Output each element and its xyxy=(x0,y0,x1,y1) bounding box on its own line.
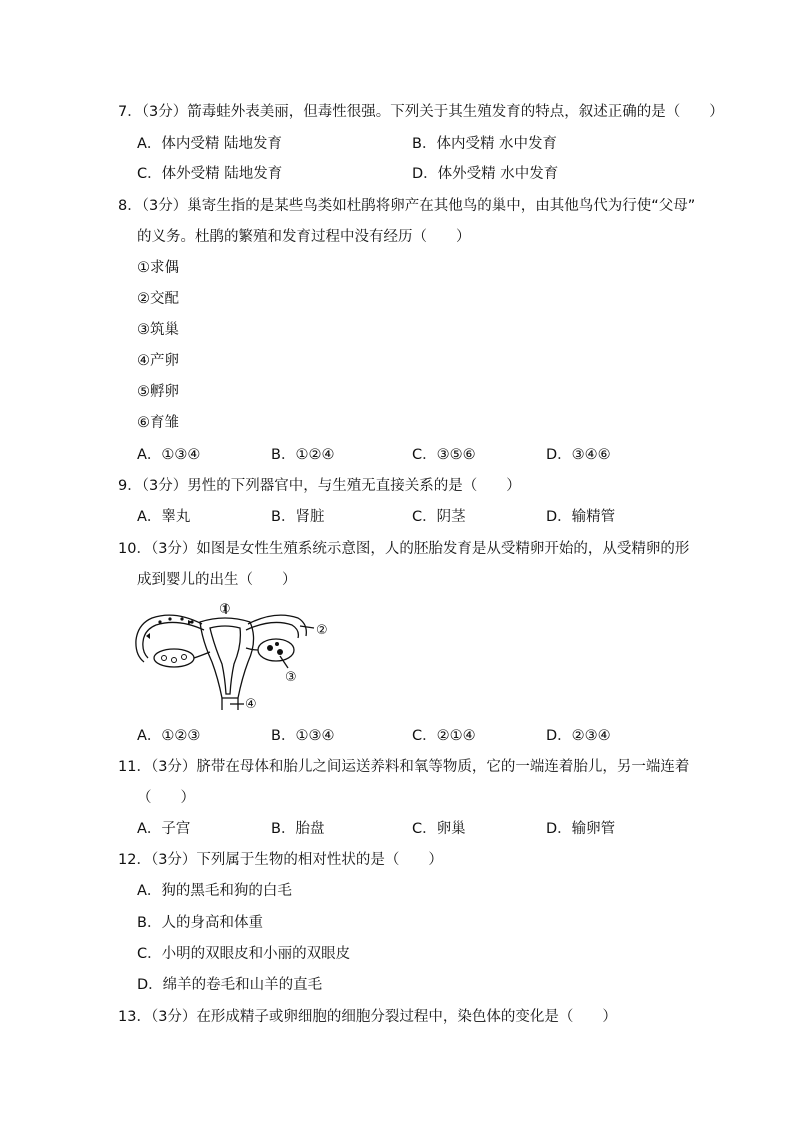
question-7-option-d[interactable]: D．体外受精 水中发育 xyxy=(412,166,559,182)
question-11-option-c[interactable]: C．卵巢 xyxy=(412,821,466,837)
ovary-follicle xyxy=(162,656,167,661)
question-12-option-c[interactable]: C．小明的双眼皮和小丽的双眼皮 xyxy=(137,946,351,962)
reproductive-diagram-svg xyxy=(130,600,345,718)
question-8-item-1: ①求偶 xyxy=(137,260,179,276)
uterus-inner xyxy=(210,626,240,694)
question-7-option-a[interactable]: A．体内受精 陆地发育 xyxy=(137,136,283,152)
question-7-option-c[interactable]: C．体外受精 陆地发育 xyxy=(137,166,283,182)
question-8-stem-continued: 的义务。杜鹃的繁殖和发育过程中没有经历（ ） xyxy=(137,229,471,245)
figure-label-4: ④ xyxy=(245,697,257,712)
tube-arrow-icon xyxy=(146,633,150,639)
question-12-stem: 12．（3分）下列属于生物的相对性状的是（ ） xyxy=(118,852,443,868)
question-11-option-b[interactable]: B．胎盘 xyxy=(271,821,325,837)
question-8-option-c[interactable]: C．③⑤⑥ xyxy=(412,447,476,463)
question-7-stem: 7．（3分）箭毒蛙外表美丽，但毒性很强。下列关于其生殖发育的特点，叙述正确的是（ ） xyxy=(118,104,724,120)
question-8-option-a[interactable]: A．①③④ xyxy=(137,447,201,463)
question-8-item-4: ④产卵 xyxy=(137,353,179,369)
ovary-follicle xyxy=(267,645,273,651)
tube-cell xyxy=(158,620,161,623)
question-10-option-d[interactable]: D．②③④ xyxy=(546,728,611,744)
question-10-stem-continued: 成到婴儿的出生（ ） xyxy=(137,572,297,588)
question-8-item-2: ②交配 xyxy=(137,291,179,307)
question-11-stem: 11．（3分）脐带在母体和胎儿之间运送养料和氧等物质，它的一端连着胎儿，另一端连着 xyxy=(118,759,690,775)
question-8-item-6: ⑥育雏 xyxy=(137,415,179,431)
question-9-stem: 9．（3分）男性的下列器官中，与生殖无直接关系的是（ ） xyxy=(118,478,521,494)
question-11-stem-continued: （ ） xyxy=(137,790,195,806)
question-9-option-d[interactable]: D．输精管 xyxy=(546,509,616,525)
uterus-outline xyxy=(200,618,254,698)
female-reproductive-system-diagram xyxy=(130,600,345,718)
ovary-follicle xyxy=(182,655,187,660)
question-12-option-b[interactable]: B．人的身高和体重 xyxy=(137,915,263,931)
question-11-option-a[interactable]: A．子宫 xyxy=(137,821,191,837)
question-9-option-a[interactable]: A．睾丸 xyxy=(137,509,191,525)
question-7-option-b[interactable]: B．体内受精 水中发育 xyxy=(412,136,558,152)
left-fallopian-tube-inner xyxy=(143,622,204,658)
question-9-option-c[interactable]: C．阴茎 xyxy=(412,509,466,525)
question-10-option-c[interactable]: C．②①④ xyxy=(412,728,476,744)
question-10-option-b[interactable]: B．①③④ xyxy=(271,728,335,744)
ovary-follicle xyxy=(275,642,279,646)
question-12-option-d[interactable]: D．绵羊的卷毛和山羊的直毛 xyxy=(137,977,323,993)
question-12-option-a[interactable]: A．狗的黑毛和狗的白毛 xyxy=(137,883,292,899)
question-9-option-b[interactable]: B．肾脏 xyxy=(271,509,325,525)
tube-cell xyxy=(180,617,183,620)
question-8-item-5: ⑤孵卵 xyxy=(137,384,179,400)
question-11-option-d[interactable]: D．输卵管 xyxy=(546,821,616,837)
figure-label-2: ② xyxy=(316,623,328,638)
ovary-follicle xyxy=(172,658,177,663)
left-ligament xyxy=(194,652,210,658)
question-13-stem: 13．（3分）在形成精子或卵细胞的细胞分裂过程中，染色体的变化是（ ） xyxy=(118,1009,617,1025)
ovary-follicle xyxy=(277,649,283,655)
question-10-stem: 10．（3分）如图是女性生殖系统示意图，人的胚胎发育是从受精卵开始的，从受精卵的形 xyxy=(118,541,690,557)
question-8-item-3: ③筑巢 xyxy=(137,322,179,338)
leader-line-2 xyxy=(300,626,314,628)
leader-line-3 xyxy=(280,656,288,668)
question-8-stem: 8．（3分）巢寄生指的是某些鸟类如杜鹃将卵产在其他鸟的巢中，由其他鸟代为行使“父母” xyxy=(118,198,696,214)
tube-cell xyxy=(168,617,171,620)
question-8-option-d[interactable]: D．③④⑥ xyxy=(546,447,611,463)
question-8-option-b[interactable]: B．①②④ xyxy=(271,447,335,463)
question-10-option-a[interactable]: A．①②③ xyxy=(137,728,201,744)
figure-label-3: ③ xyxy=(285,670,297,685)
figure-label-1: ① xyxy=(219,602,231,617)
